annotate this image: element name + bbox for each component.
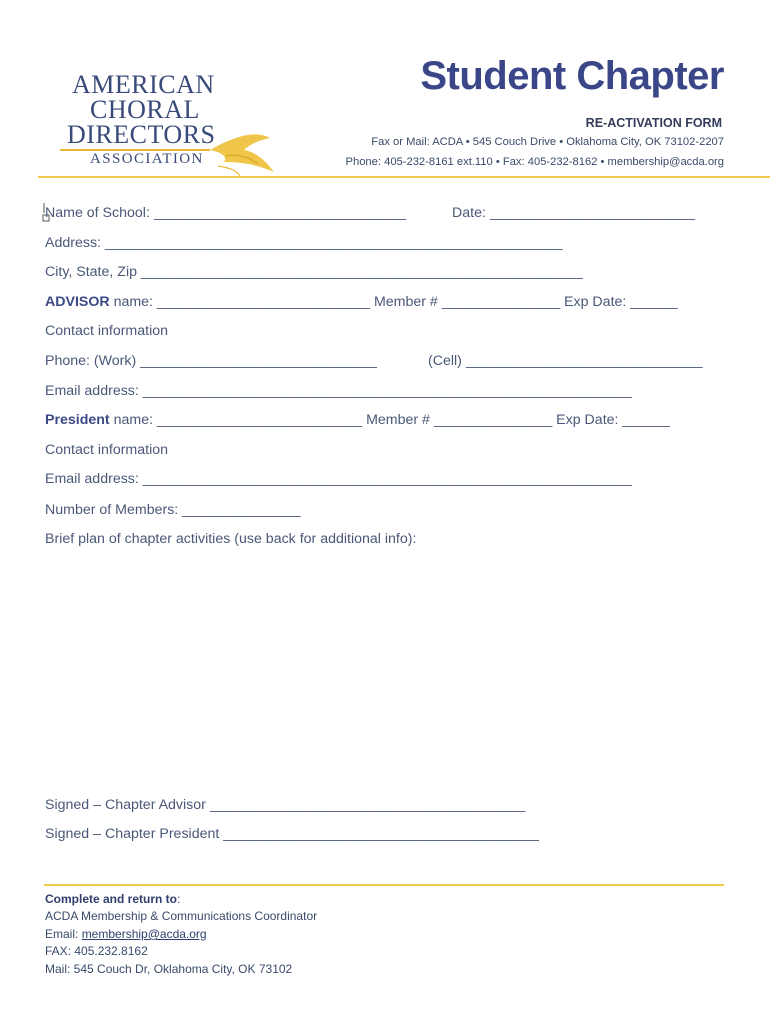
page-title: Student Chapter: [420, 54, 724, 98]
acda-logo: [60, 66, 282, 178]
president-email-field[interactable]: Email address: ______________________________________________________________: [45, 471, 632, 487]
activities-plan-label: Brief plan of chapter activities (use back for additional info):: [45, 531, 417, 547]
signed-advisor-field[interactable]: Signed – Chapter Advisor ________________________________________: [45, 797, 526, 813]
footer-email-link[interactable]: membership@acda.org: [81, 927, 207, 941]
logo-text-association: ASSOCIATION: [90, 151, 204, 167]
footer-email-label: Email:: [45, 927, 82, 941]
signed-president-field[interactable]: Signed – Chapter President ________________________________________: [45, 826, 539, 842]
president-name-field[interactable]: [45, 413, 670, 427]
address-field[interactable]: Address: __________________________________________________________: [45, 235, 563, 251]
phone-cell-field[interactable]: (Cell) ______________________________: [428, 353, 703, 369]
footer-email-line: [45, 928, 207, 940]
advisor-line: name: ___________________________ Member # _______________ Exp Date: ______: [109, 294, 678, 310]
form-subtitle: RE-ACTIVATION FORM: [585, 116, 722, 130]
city-state-zip-field[interactable]: City, State, Zip ________________________________________________________: [45, 264, 583, 280]
coordinator-line: ACDA Membership & Communications Coordinator: [45, 909, 318, 923]
advisor-name-field[interactable]: [45, 295, 678, 309]
logo-text-american: AMERICAN: [72, 70, 215, 99]
advisor-contact-heading: Contact information: [45, 323, 169, 339]
logo-text-directors: DIRECTORS: [67, 120, 216, 149]
header-divider: [38, 176, 770, 178]
footer-fax-line: FAX: 405.232.8162: [45, 944, 148, 958]
number-of-members-field[interactable]: Number of Members: _______________: [45, 502, 301, 518]
contact-mail-line: Fax or Mail: ACDA • 545 Couch Drive • Oklahoma City, OK 73102-2207: [371, 136, 724, 148]
return-heading-text: Complete and return to: [45, 892, 178, 906]
return-heading-colon: :: [177, 892, 181, 906]
contact-phone-line: Phone: 405-232-8161 ext.110 • Fax: 405-232-8162 • membership@acda.org: [345, 156, 724, 168]
logo-text-choral: CHORAL: [90, 95, 200, 124]
president-line: name: __________________________ Member # _______________ Exp Date: ______: [109, 412, 670, 428]
school-name-field[interactable]: Name of School: ________________________________: [45, 205, 407, 221]
president-label: President: [45, 412, 110, 428]
footer-divider: [44, 884, 724, 886]
footer-mail-line: Mail: 545 Couch Dr, Oklahoma City, OK 73102: [45, 962, 293, 976]
date-field[interactable]: Date: __________________________: [452, 205, 696, 221]
return-heading: [45, 893, 180, 905]
advisor-label: ADVISOR: [45, 294, 110, 310]
advisor-email-field[interactable]: Email address: ______________________________________________________________: [45, 383, 632, 399]
president-contact-heading: Contact information: [45, 442, 169, 458]
phone-work-field[interactable]: Phone: (Work) ______________________________: [45, 353, 377, 369]
